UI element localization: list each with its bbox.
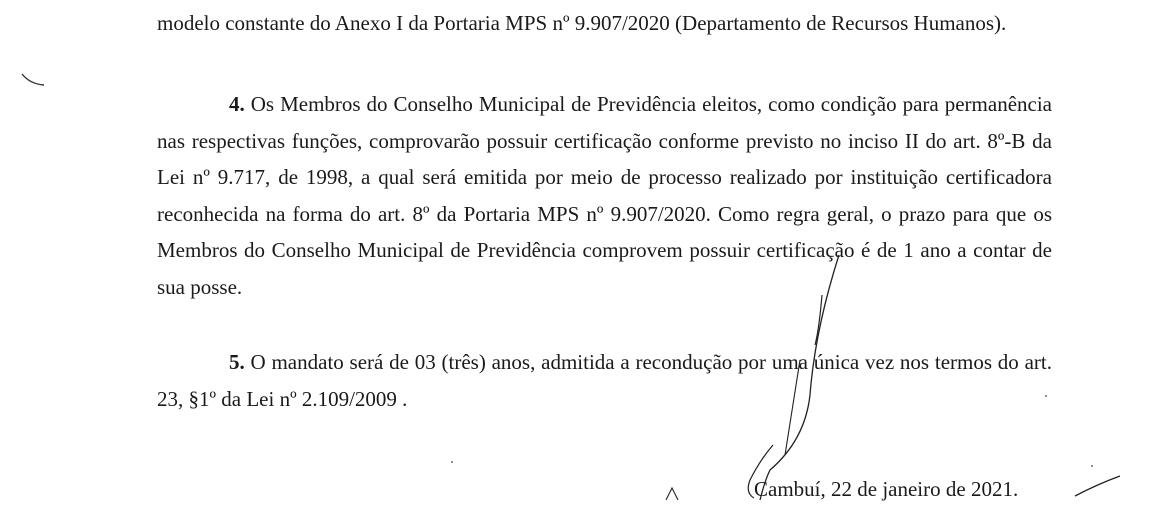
paragraph-number: 5. (229, 350, 245, 374)
paragraph-text: modelo constante do Anexo I da Portaria MPS nº 9.907/2020 (Departamento de Recursos Humanos). (157, 11, 1007, 35)
paragraph-4 (157, 86, 1052, 305)
paragraph-5 (157, 344, 1052, 417)
paragraph-number: 4. (229, 92, 245, 116)
place-and-date: Cambuí, 22 de janeiro de 2021. (754, 477, 1019, 501)
paragraph-text: Os Membros do Conselho Municipal de Previdência eleitos, como condição para permanência nas respectivas funções, comprovarão possuir certificação conforme previsto no inciso II do art. 8º-B da Lei nº 9.717, de 1998, a qual será emitida por meio de processo realizado por instituição certificadora reconhecida na forma do art. 8º da Portaria MPS nº 9.907/2020. Como regra geral, o prazo para que os Membros do Conselho Municipal de Previdência comprovem possuir certificação é de 1 ano a contar de sua posse. (157, 92, 1052, 299)
paragraph-text: O mandato será de 03 (três) anos, admitida a recondução por uma única vez nos termos do art. 23, §1º da Lei nº 2.109/2009 . (157, 350, 1052, 411)
paragraph-3-continuation (157, 5, 1052, 42)
